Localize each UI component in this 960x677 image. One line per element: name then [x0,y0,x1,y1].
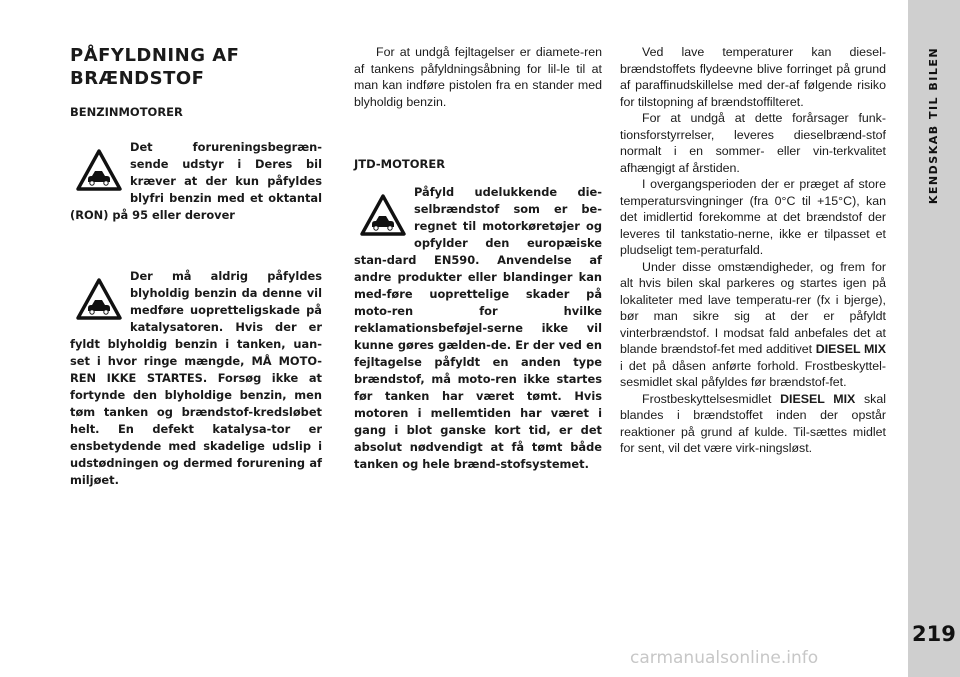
car-warning-triangle-icon [74,274,124,324]
paragraph-low-temp: Ved lave temperaturer kan diesel-brændstoffets flydeevne blive forringet på grund af paraffinudskillelse med der-af følgende risiko for tilstopning af brændstoffilteret. [620,45,886,109]
page-number: 219 [912,622,956,646]
warning-text-diesel: Påfyld udelukkende die-selbrændstof som er be-regnet til motorkøretøjer og opfylder den europæiske stan-dard EN590. Anvendelse af andre produkter eller blandinger kan med-føre uoprettelige skader på moto-ren for hvilke reklamationsbeføjel-serne ikke vil kunne gøres gælden-de. Er der ved en fejltagelse påfyldt en anden type brændstof, må moto-ren ikke startes før tanken har været tømt. Hvis motoren i mellemtiden har været i gang i blot ganske kort tid, er det absolut nødvendigt at få tømt både tanken og hele brænd-stofsystemet. [354,185,602,471]
paragraph-filler-neck: For at undgå fejltagelser er diamete-ren af tankens påfyldningsåbning for lil-le til at man kan indføre pistolen fra en stander med blyholdig benzin. [354,45,602,109]
column-left [70,44,322,489]
section-title: PÅFYLDNING AF BRÆNDSTOF [70,45,240,89]
paragraph-winter-fuel [620,259,886,391]
column-right [620,44,886,457]
warning-text-2: Der må aldrig påfyldes blyholdig benzin da denne vil medføre uopretteligskade på katalysatoren. Hvis der er fyldt blyholdig benzin i tanken, uan-set i hvor ringe mængde, MÅ MOTO-REN IKKE STARTES. Forsøg ikke at fortynde den blyholdige benzin, men tøm tanken og brændstof-kredsløbet helt. En defekt katalysa-tor er ensbetydende med skadelige udslip i udstødningen og dermed forurening af miljøet. [70,269,322,487]
car-warning-triangle-icon [74,145,124,195]
subheading-jtd: JTD-MOTORER [354,157,446,171]
text-run: skal blandes i brændstoffet inden der opstår reaktioner på grund af kulde. Til-sættes midlet for sent, vil det være virk-ningsløst. [620,391,886,455]
watermark: carmanualsonline.info [630,648,819,668]
warning-block-2 [70,268,322,489]
column-middle [354,44,602,473]
subheading-petrol: BENZINMOTORER [70,105,183,119]
chapter-label: KENDSKAB TIL BILEN [927,46,941,204]
chapter-sidebar [908,0,960,677]
paragraph-antifreeze [620,391,886,457]
car-warning-triangle-icon [358,190,408,240]
warning-block-3 [354,184,602,473]
chapter-label-wrap [910,0,958,250]
paragraph-seasonal-fuel: For at undgå at dette forårsager funk-tionsforstyrrelser, leveres dieselbrænd-stof normalt i en sommer- eller vin-terkvalitet afhængigt af årstiden. [620,111,886,175]
text-run: Under disse omstændigheder, og frem for alt hvis bilen skal parkeres og startes igen på lokaliteter med lave temperatu-rer (fx i bjerge), bør man sikre sig at der er påfyldt vinterbrændstof. I modsat fald anbefales det at blande brændstof-fet med additivet [620,259,886,356]
text-run: i det på dåsen anførte forhold. Frostbeskyttel-sesmidlet skal påfyldes før brændstof-fet. [620,358,886,389]
product-name-diesel-mix: DIESEL MIX [780,391,856,406]
text-run: Frostbeskyttelsesmidlet [642,391,781,406]
product-name-diesel-mix: DIESEL MIX [815,342,886,356]
paragraph-transition: I overgangsperioden der er præget af store temperatursvingninger (fra 0°C til +15°C), kan det imidlertid forekomme at det brændstof der leveres til tankstatio-nerne, ikke er tilpasset et pludseligt tem-peraturfald. [620,177,886,257]
warning-block-1 [70,139,322,224]
warning-text-1: Det forureningsbegræn-sende udstyr i Deres bil kræver at der kun påfyldes blyfri benzin med et oktantal (RON) på 95 eller derover [70,140,322,222]
